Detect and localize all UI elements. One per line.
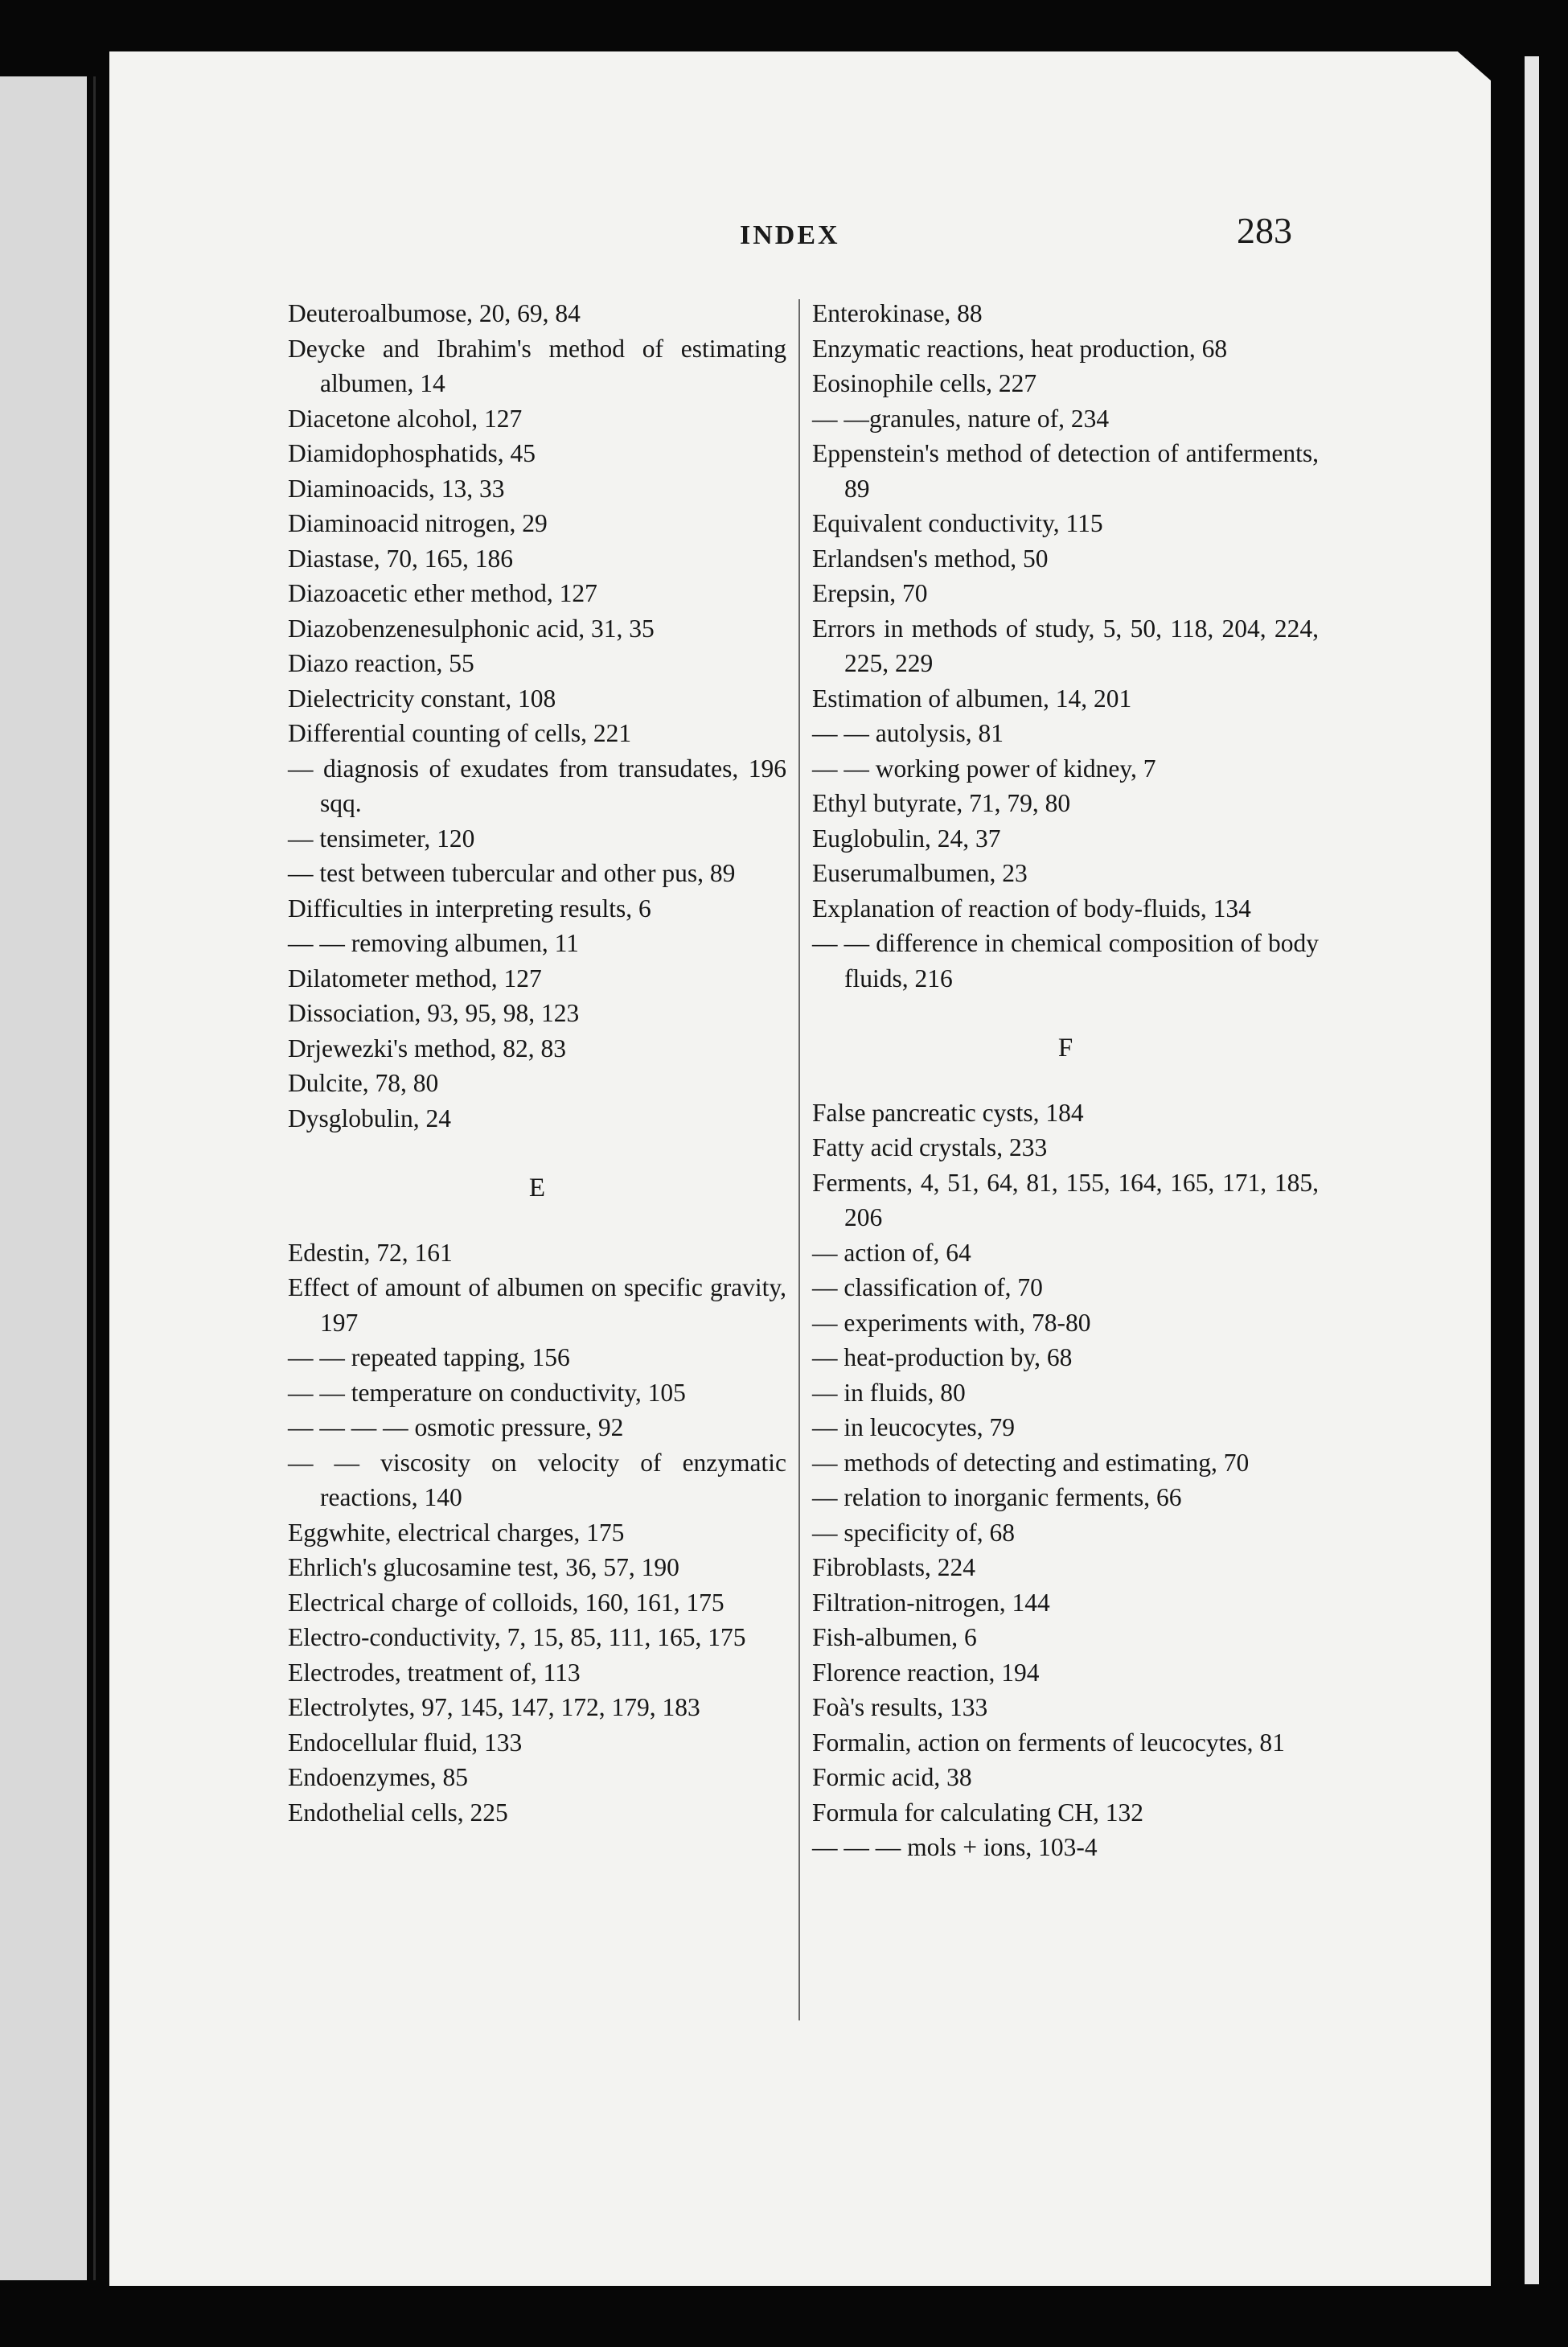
index-entry: Deycke and Ibrahim's method of estimating albumen, 14 — [288, 334, 786, 397]
index-entry: Diaminoacids, 13, 33 — [288, 474, 505, 503]
index-entry: Florence reaction, 194 — [812, 1658, 1040, 1687]
index-entry: Eosinophile cells, 227 — [812, 369, 1037, 397]
index-entry: Eggwhite, electrical charges, 175 — [288, 1518, 625, 1547]
index-entry: — classification of, 70 — [812, 1273, 1043, 1301]
index-column-left — [288, 296, 786, 1830]
index-entry: Filtration-nitrogen, 144 — [812, 1588, 1050, 1617]
index-entry: Diaminoacid nitrogen, 29 — [288, 509, 548, 537]
index-entry: — methods of detecting and estimating, 70 — [812, 1448, 1250, 1477]
index-entry: Foà's results, 133 — [812, 1693, 988, 1721]
index-entry: — — repeated tapping, 156 — [288, 1343, 570, 1371]
index-entry: Effect of amount of albumen on specific gravity, 197 — [288, 1273, 786, 1337]
index-entry: — — temperature on conductivity, 105 — [288, 1378, 686, 1407]
index-entry: Ethyl butyrate, 71, 79, 80 — [812, 789, 1071, 817]
index-entry: Diazobenzenesulphonic acid, 31, 35 — [288, 614, 655, 643]
index-entry: Endocellular fluid, 133 — [288, 1728, 523, 1757]
index-entry: Electrical charge of colloids, 160, 161, 175 — [288, 1588, 724, 1617]
index-entry: Fatty acid crystals, 233 — [812, 1133, 1048, 1161]
index-section-f — [812, 1095, 1319, 1865]
page-number: 283 — [1237, 210, 1292, 251]
index-entry: — in leucocytes, 79 — [812, 1413, 1015, 1441]
index-entry: Formalin, action on ferments of leucocytes, 81 — [812, 1728, 1285, 1757]
index-entry: — in fluids, 80 — [812, 1378, 966, 1407]
index-entry: Ehrlich's glucosamine test, 36, 57, 190 — [288, 1553, 679, 1581]
index-entry: Dissociation, 93, 95, 98, 123 — [288, 999, 580, 1027]
index-entry: — — working power of kidney, 7 — [812, 754, 1156, 783]
section-letter-e: E — [528, 1174, 546, 1202]
index-entry: Fish-albumen, 6 — [812, 1623, 977, 1651]
index-entry: Dysglobulin, 24 — [288, 1104, 452, 1132]
index-column-right — [812, 296, 1319, 1865]
index-entry: Diazoacetic ether method, 127 — [288, 579, 597, 607]
index-entry: — — removing albumen, 11 — [288, 929, 579, 957]
index-entry: Diastase, 70, 165, 186 — [288, 544, 513, 573]
index-entry: Euserumalbumen, 23 — [812, 859, 1028, 887]
index-entry: Erepsin, 70 — [812, 579, 928, 607]
index-entry: Ferments, 4, 51, 64, 81, 155, 164, 165, 171, 185, 206 — [812, 1168, 1319, 1231]
index-entry: Diacetone alcohol, 127 — [288, 404, 523, 433]
index-entry: Equivalent conductivity, 115 — [812, 509, 1103, 537]
index-entry: — specificity of, 68 — [812, 1518, 1015, 1547]
index-entry: — action of, 64 — [812, 1238, 971, 1267]
index-entry: — experiments with, 78-80 — [812, 1308, 1091, 1337]
index-entry: Endothelial cells, 225 — [288, 1798, 508, 1827]
index-entry: Erlandsen's method, 50 — [812, 544, 1049, 573]
index-entry: Estimation of albumen, 14, 201 — [812, 684, 1132, 713]
index-entry: Dilatometer method, 127 — [288, 964, 542, 993]
index-entry: Euglobulin, 24, 37 — [812, 824, 1001, 853]
index-entry: Eppenstein's method of detection of antiferments, 89 — [812, 439, 1319, 503]
index-entry: Formic acid, 38 — [812, 1763, 972, 1791]
index-entry: Dulcite, 78, 80 — [288, 1069, 439, 1097]
adjacent-page-strip — [0, 76, 87, 2280]
index-entry: Enterokinase, 88 — [812, 299, 983, 327]
index-entry: Drjewezki's method, 82, 83 — [288, 1034, 566, 1063]
index-entry: Deuteroalbumose, 20, 69, 84 — [288, 299, 581, 327]
index-entry: Differential counting of cells, 221 — [288, 719, 632, 747]
running-title: INDEX — [740, 220, 840, 250]
index-entry: — — viscosity on velocity of enzymatic reactions, 140 — [288, 1448, 786, 1511]
column-divider — [798, 299, 800, 2020]
index-section-e-continued — [812, 296, 1319, 996]
index-entry: False pancreatic cysts, 184 — [812, 1098, 1084, 1127]
page-gutter-edge — [93, 76, 96, 2280]
index-entry: Errors in methods of study, 5, 50, 118, 204, 224, 225, 229 — [812, 614, 1319, 677]
index-entry: Electrodes, treatment of, 113 — [288, 1658, 581, 1687]
index-section-e — [288, 1235, 786, 1831]
index-entry: — — difference in chemical composition of body fluids, 216 — [812, 929, 1319, 993]
index-entry: — —granules, nature of, 234 — [812, 404, 1110, 433]
index-entry: — — — mols + ions, 103-4 — [812, 1833, 1098, 1861]
index-entry: — tensimeter, 120 — [288, 824, 475, 853]
section-letter-f: F — [1057, 1034, 1073, 1063]
index-entry: Edestin, 72, 161 — [288, 1238, 453, 1267]
index-entry: — diagnosis of exudates from transudates, 196 sqq. — [288, 754, 786, 817]
index-entry: Fibroblasts, 224 — [812, 1553, 976, 1581]
index-entry: — — — — osmotic pressure, 92 — [288, 1413, 624, 1441]
index-entry: — relation to inorganic ferments, 66 — [812, 1483, 1182, 1511]
page-edge-shadow — [1525, 56, 1539, 2284]
index-entry: — test between tubercular and other pus, 89 — [288, 859, 736, 887]
index-entry: Diamidophosphatids, 45 — [288, 439, 536, 467]
index-entry: Explanation of reaction of body-fluids, 134 — [812, 894, 1251, 923]
index-entry: Electrolytes, 97, 145, 147, 172, 179, 183 — [288, 1693, 700, 1721]
index-entry: Electro-conductivity, 7, 15, 85, 111, 165, 175 — [288, 1623, 746, 1651]
index-entry: Difficulties in interpreting results, 6 — [288, 894, 651, 923]
index-entry: Formula for calculating CH, 132 — [812, 1798, 1144, 1827]
index-entry: Enzymatic reactions, heat production, 68 — [812, 334, 1228, 363]
index-entry: — heat-production by, 68 — [812, 1343, 1073, 1371]
index-entry: Diazo reaction, 55 — [288, 649, 474, 677]
index-entry: — — autolysis, 81 — [812, 719, 1004, 747]
index-section-d — [288, 296, 786, 1136]
index-entry: Dielectricity constant, 108 — [288, 684, 556, 713]
index-entry: Endoenzymes, 85 — [288, 1763, 468, 1791]
